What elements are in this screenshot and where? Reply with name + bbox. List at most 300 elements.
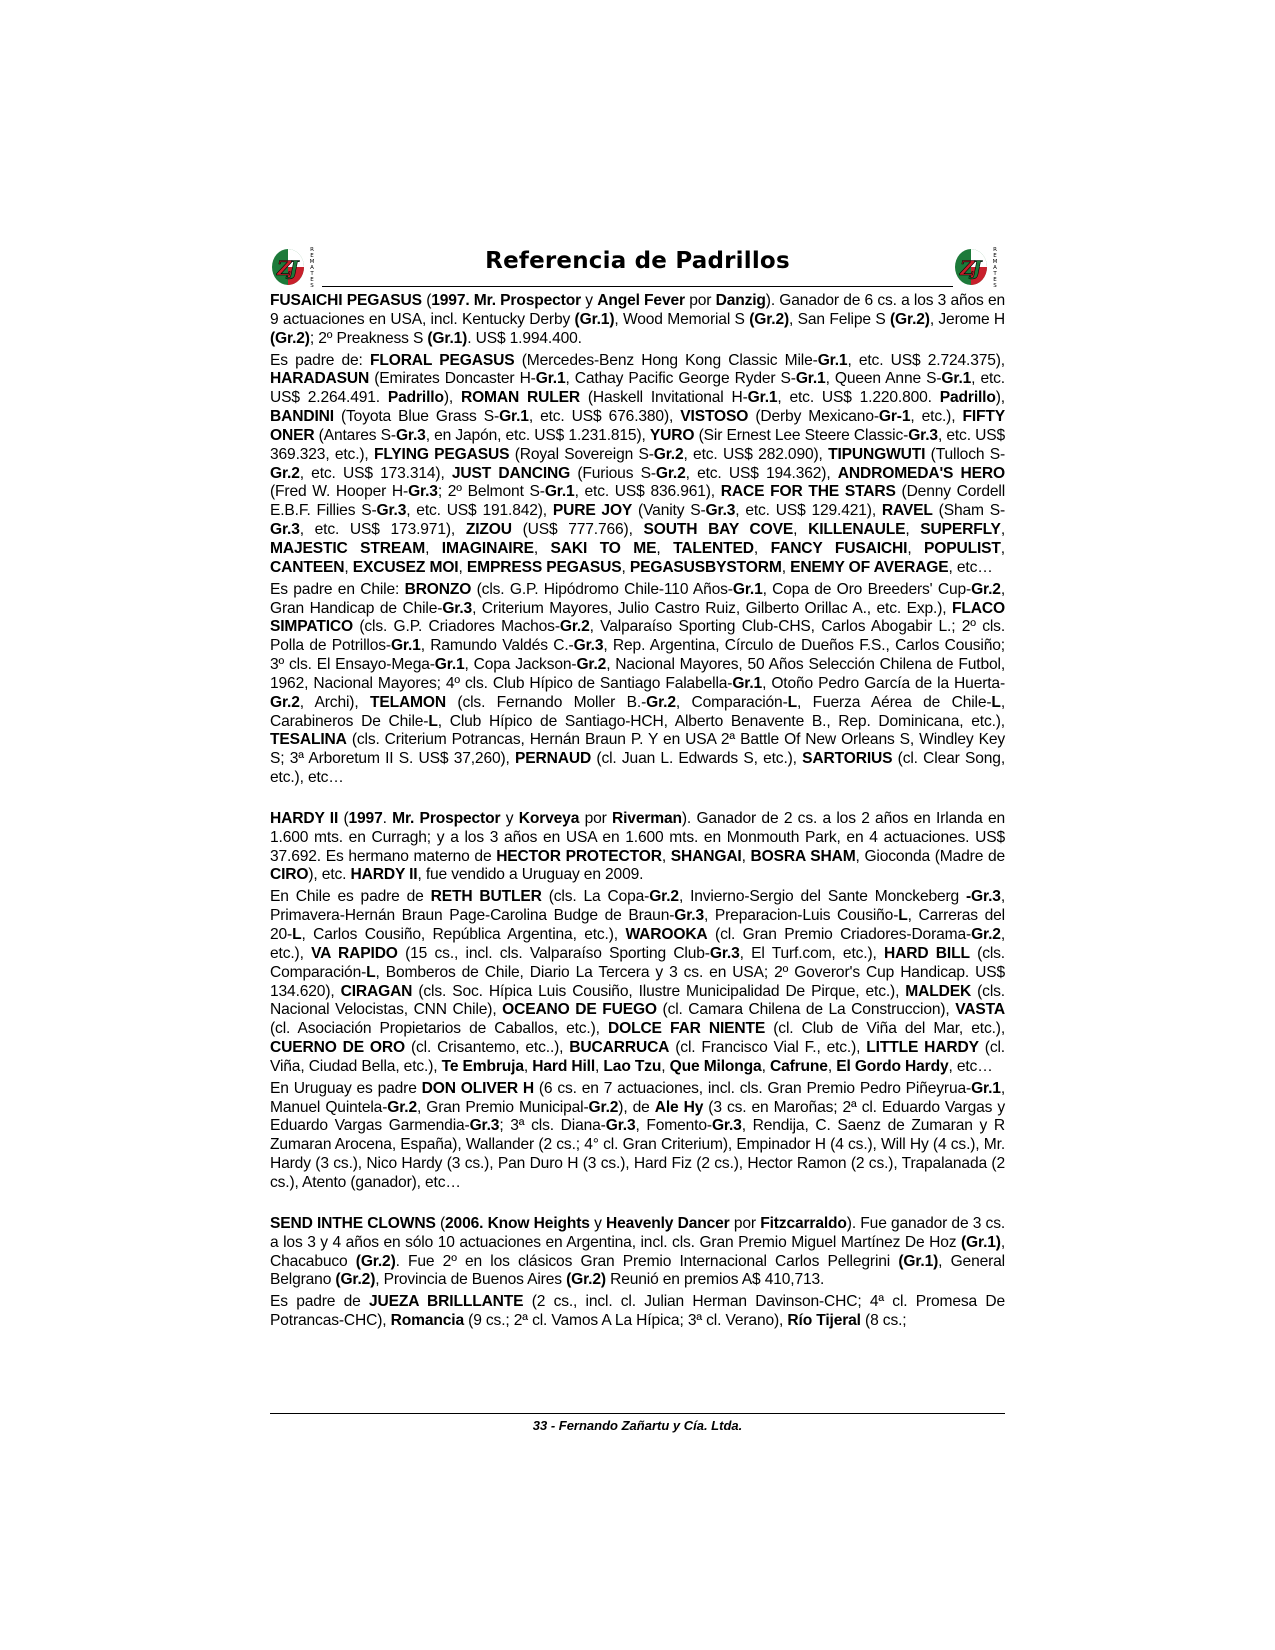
bold-name: Gr.3 (709, 944, 740, 962)
bold-name: Padrillo (939, 389, 996, 407)
bold-name: TESALINA (270, 731, 347, 749)
text-run: , Fomento- (635, 1117, 712, 1135)
bold-name: Te Embruja (441, 1057, 524, 1075)
bold-name: HECTOR PROTECTOR (496, 847, 662, 865)
bold-name: ANDROMEDA'S HERO (837, 464, 1006, 482)
text-run: , Valparaíso Sporting Club-CHS, Carlos Abogabir L.; 2º cls. Polla de Potrillos- (270, 618, 1005, 655)
text-run: Es padre de: (270, 351, 370, 369)
text-run: , (656, 539, 674, 557)
svg-text:A: A (993, 265, 997, 271)
text-run: ( (435, 1214, 446, 1232)
bold-name: Gr.2 (655, 464, 686, 482)
bold-name: FLORAL PEGASUS (369, 351, 515, 369)
bold-name: (Gr.1) (574, 310, 615, 328)
text-run: (8 cs.; (860, 1312, 907, 1330)
bold-name: Angel Fever (597, 292, 685, 309)
text-run: , (1000, 539, 1005, 557)
bold-name: (Gr.2) (566, 1271, 606, 1289)
text-run: , etc. US$ 194.362), (685, 464, 838, 482)
text-run: , Wood Memorial S (614, 310, 750, 328)
text-run: (2 cs., incl. cl. Julian Herman Davinson-CHC; 4ª cl. Promesa De Potrancas-CHC), (270, 1293, 1006, 1330)
bold-name: OCEANO DE FUEGO (502, 1001, 657, 1019)
bold-name: Riverman (612, 809, 682, 827)
bold-name: Gr.2 (387, 1098, 417, 1116)
bold-name: BUCARRUCA (569, 1039, 670, 1057)
bold-name: Hard Hill (532, 1057, 596, 1075)
svg-text:M: M (309, 259, 315, 265)
text-run: . Fue 2º en los clásicos Gran Premio Internacional Carlos Pellegrini (395, 1252, 899, 1270)
text-run: , Queen Anne S- (825, 370, 942, 388)
text-run: , (1000, 521, 1005, 539)
text-run: , etc. US$ 173.971), (299, 521, 466, 539)
svg-text:E: E (310, 253, 314, 259)
text-run: Reunió en premios A$ 410,713. (605, 1271, 825, 1289)
bold-name: (Gr.2) (355, 1252, 396, 1270)
text-run: , Rendija, C. Saenz de Zumaran y R Zumaran Arocena, España), Wallander (2 cs.; 4° cl. Gran Criterium), Empinador H (4 cs.), Will Hy (4 cs.), Mr. Hardy (3 cs.), Nico Hardy (3 cs.), Pan Duro H (3 cs.), Hard Fiz (2 cs.), Hector Ramon (2 cs.), Trapalanada (2 cs.), Atento (ganador), etc… (270, 1117, 1005, 1191)
text-run: (9 cs.; 2ª cl. Vamos A La Hípica; 3ª cl. Verano), (463, 1312, 788, 1330)
text-run: (US$ 777.766), (511, 521, 644, 539)
bold-name: Gr.3 (705, 502, 736, 520)
text-run: , etc. US$ 282.090), (683, 445, 829, 463)
zj-remates-logo (953, 244, 1005, 288)
svg-text:E: E (993, 253, 997, 259)
bold-name: Gr.1 (732, 674, 763, 692)
bold-name: HARDY II (270, 809, 339, 827)
text-run: , (781, 558, 791, 576)
bold-name: 1997 (348, 809, 383, 827)
bold-name: EMPRESS PEGASUS (466, 558, 622, 576)
text-run: (cls. Nacional Velocistas, CNN Chile), (270, 982, 1005, 1019)
text-run: , (905, 521, 921, 539)
text-run: Es padre de (270, 1293, 369, 1311)
bold-name: Gr.3 (674, 907, 705, 925)
text-run: (Vanity S- (632, 502, 706, 520)
text-run: , Preparacion-Luis Cousiño- (704, 907, 899, 925)
svg-text:S: S (993, 283, 997, 288)
bold-name: Gr.2 (270, 693, 300, 711)
text-run: , Comparación- (675, 693, 788, 711)
text-run: (Sham S- (932, 502, 1005, 520)
text-run: (Mercedes-Benz Hong Kong Classic Mile- (514, 351, 818, 369)
bold-name: PEGASUSBYSTORM (629, 558, 782, 576)
text-run: , (741, 847, 751, 865)
bold-name: YURO (649, 426, 695, 444)
svg-text:T: T (993, 271, 997, 277)
text-run: , etc. US$ 2.724.375), (847, 351, 1005, 369)
bold-name: Padrillo (387, 389, 444, 407)
bold-name: SAKI TO ME (550, 539, 657, 557)
reference-paragraph (270, 888, 1005, 1076)
bold-name: Gr.1 (732, 580, 763, 598)
text-run: ). Ganador de 6 cs. a los 3 años en 9 actuaciones en USA, incl. Kentucky Derby (270, 292, 1005, 328)
text-run: , Bomberos de Chile, Diario La Tercera y 3 cs. en USA; 2º Goveror's Cup Handicap. US$ 134.620), (270, 963, 1005, 1000)
text-run: (Toyota Blue Grass S- (333, 408, 500, 426)
text-run: (cl. Juan L. Edwards S, etc.), (591, 750, 803, 768)
text-run: y (589, 1214, 607, 1232)
text-run: , fue vendido a Uruguay en 2009. (417, 866, 644, 884)
bold-name: RAVEL (881, 502, 933, 520)
bold-name: SEND INTHE CLOWNS (270, 1214, 436, 1232)
bold-name: (Gr.1) (960, 1233, 1001, 1251)
bold-name: (Gr.2) (889, 310, 930, 328)
bold-name: CIRO (270, 866, 309, 884)
text-run: (cls. G.P. Hipódromo Chile-110 Años- (471, 580, 733, 598)
bold-name: TELAMON (369, 693, 446, 711)
bold-name: VISTOSO (680, 408, 749, 426)
bold-name: Gr.2 (588, 1098, 619, 1116)
bold-name: Gr.1 (941, 370, 972, 388)
bold-name: Cafrune (769, 1057, 828, 1075)
text-run: , Criterium Mayores, Julio Castro Ruiz, Gilberto Orillac A., etc. Exp.), (472, 599, 953, 617)
bold-name: L (787, 693, 798, 711)
stallion-references (270, 292, 1005, 1331)
text-run: En Uruguay es padre (270, 1079, 422, 1097)
text-run: (15 cs., incl. cls. Valparaíso Sporting Club- (397, 944, 710, 962)
bold-name: FLACO SIMPATICO (270, 599, 1005, 636)
text-run: Es padre en Chile: (270, 580, 405, 598)
svg-text:R: R (993, 247, 997, 253)
bold-name: PERNAUD (515, 750, 592, 768)
bold-name: BRONZO (404, 580, 472, 598)
text-run: , etc… (948, 1057, 993, 1075)
bold-name: Gr.2 (971, 580, 1001, 598)
text-run: , (344, 558, 353, 576)
bold-name: FUSAICHI PEGASUS (270, 292, 422, 309)
text-run: , Club Hípico de Santiago-HCH, Alberto Benavente B., Rep. Dominicana, etc.), (437, 712, 1005, 730)
bold-name: Gr.3 (711, 1117, 742, 1135)
text-run: ), (443, 389, 461, 407)
reference-paragraph (270, 1215, 1005, 1290)
text-run: (cl. Clear Song, etc.), etc… (270, 750, 1005, 787)
reference-paragraph (270, 581, 1005, 788)
text-run: , etc. US$ 2.264.491. (270, 370, 1005, 407)
bold-name: Gr.1 (499, 408, 529, 426)
text-run: (cls. La Copa- (541, 888, 650, 906)
text-run: ( (421, 292, 432, 309)
text-run: (Furious S- (570, 464, 656, 482)
text-run: , etc. US$ 1.220.800. (777, 389, 940, 407)
bold-name: RETH BUTLER (430, 888, 542, 906)
bold-name: CANTEEN (270, 558, 345, 576)
bold-name: FANCY FUSAICHI (770, 539, 908, 557)
bold-name: DON OLIVER H (421, 1079, 534, 1097)
zj-remates-logo (270, 244, 322, 288)
text-run: (cl. Asociación Propietarios de Caballos, etc.), (270, 1020, 608, 1038)
svg-text:Z: Z (277, 256, 292, 280)
text-run: , Fuerza Aérea de Chile- (797, 693, 992, 711)
text-run: , Primavera-Hernán Braun Page-Carolina Budge de Braun- (270, 888, 1005, 925)
bold-name: Mr. Prospector (392, 809, 501, 827)
svg-text:Z: Z (960, 256, 975, 280)
text-run: (Emirates Doncaster H- (369, 370, 536, 388)
bold-name: JUEZA BRILLLANTE (368, 1293, 524, 1311)
reference-paragraph (270, 1080, 1005, 1193)
bold-name: MALDEK (905, 982, 972, 1000)
text-run: , etc. US$ 676.380), (528, 408, 681, 426)
text-run: . (382, 809, 393, 827)
text-run: ), de (618, 1098, 655, 1116)
svg-text:J: J (972, 256, 982, 280)
text-run: (Fred W. Hooper H- (270, 483, 409, 501)
text-run: (cl. Francisco Vial F., etc.), (669, 1039, 867, 1057)
text-run: y (580, 292, 598, 309)
text-run: , (533, 539, 551, 557)
bold-name: RACE FOR THE STARS (720, 483, 896, 501)
bold-name: TALENTED (673, 539, 754, 557)
bold-name: Gr.3 (908, 426, 938, 444)
bold-name: FIFTY ONER (270, 408, 1006, 444)
bold-name: EXCUSEZ MOI (352, 558, 459, 576)
text-run: , Invierno-Sergio del Sante Monckeberg (678, 888, 967, 906)
bold-name: HARD BILL (884, 944, 970, 962)
text-run: (Royal Sovereign S- (509, 445, 654, 463)
text-run: (cl. Gran Premio Criadores-Dorama- (707, 926, 972, 943)
bold-name: Gr.1 (544, 483, 575, 501)
text-run: (Denny Cordell E.B.F. Fillies S- (270, 483, 1006, 520)
text-run: (Antares S- (314, 426, 396, 444)
bold-name: Danzig (715, 292, 766, 309)
bold-name: Gr.2 (559, 618, 590, 636)
bold-name: VA RAPIDO (311, 944, 398, 962)
text-run: (6 cs. en 7 actuaciones, incl. cls. Gran Premio Pedro Piñeyrua- (533, 1079, 972, 1097)
bold-name: (Gr.2) (335, 1271, 376, 1289)
text-run: , (458, 558, 467, 576)
bold-name: POPULIST (924, 539, 1001, 557)
bold-name: SARTORIUS (802, 750, 893, 768)
text-run: , Otoño Pedro García de la Huerta- (762, 674, 1006, 692)
text-run: (Haskell Invitational H- (579, 389, 748, 407)
text-run: . US$ 1.994.400. (467, 329, 582, 347)
text-run: , etc.), (270, 926, 1005, 962)
text-run: , Cathay Pacific George Ryder S- (565, 370, 796, 388)
text-run: , etc… (948, 558, 993, 576)
text-run: En Chile es padre de (270, 888, 431, 906)
bold-name: Lao Tzu (603, 1057, 662, 1075)
text-run: , Rep. Argentina, Círculo de Dueños F.S., Carlos Cousiño; 3º cls. El Ensayo-Mega- (270, 637, 1005, 674)
reference-paragraph (270, 810, 1005, 885)
bold-name: Gr.1 (971, 1079, 1001, 1097)
text-run: , Nacional Mayores, 50 Años Selección Chilena de Futbol, 1962, Nacional Mayores; 4º cls. Club Hípico de Santiago Falabella- (270, 656, 1005, 692)
text-run: ( (338, 809, 349, 827)
text-run: ). Fue ganador de 3 cs. a los 3 y 4 años en sólo 10 actuaciones en Argentina, incl. cls. Gran Premio Miguel Martínez De Hoz (270, 1214, 1006, 1251)
bold-name: (Gr.2) (270, 329, 310, 347)
text-run: ), etc. (308, 866, 351, 884)
text-run: , en Japón, etc. US$ 1.231.815), (425, 426, 650, 444)
text-run: , (523, 1057, 533, 1075)
bold-name: Gr.1 (535, 370, 566, 388)
bold-name: HARADASUN (270, 370, 370, 388)
text-run: , Gran Premio Municipal- (417, 1098, 589, 1116)
svg-text:T: T (310, 271, 314, 277)
bold-name: TIPUNGWUTI (828, 445, 926, 463)
text-run: , Gioconda (Madre de (855, 847, 1005, 865)
bold-name: L (292, 926, 302, 943)
text-run: , Carabineros De Chile- (270, 693, 1005, 730)
bold-name: (Gr.2) (749, 310, 790, 328)
bold-name: Ale Hy (654, 1098, 704, 1116)
bold-name: LITTLE HARDY (866, 1039, 979, 1057)
text-run: , Manuel Quintela- (270, 1079, 1005, 1116)
bold-name: SUPERFLY (920, 521, 1001, 539)
bold-name: Korveya (518, 809, 580, 827)
bold-name: JUST DANCING (451, 464, 571, 482)
text-run: (cls. Soc. Hípica Luis Cousiño, Ilustre Municipalidad De Pirque, etc.), (412, 982, 906, 1000)
bold-name: BANDINI (270, 408, 334, 426)
bold-name: 1997. Mr. Prospector (431, 292, 581, 309)
bold-name: Gr.3 (408, 483, 438, 501)
bold-name: DOLCE FAR NIENTE (607, 1020, 766, 1038)
text-run: ). Ganador de 2 cs. a los 2 años en Irlanda en 1.600 mts. en Curragh; y a los 3 años en USA en 1.600 mts. en Monmouth Park, en 4 actuaciones. US$ 37.692. Es hermano materno de (270, 809, 1006, 865)
text-run: (Tulloch S- (925, 445, 1006, 463)
text-run: , etc. US$ 191.842), (406, 502, 553, 520)
bold-name: Gr.1 (817, 351, 848, 369)
svg-text:E: E (310, 277, 314, 283)
bold-name: Gr.2 (653, 445, 684, 463)
bold-name: Heavenly Dancer (606, 1214, 730, 1232)
text-run: , (621, 558, 630, 576)
bold-name: WAROOKA (625, 926, 708, 943)
bold-name: Gr.3 (442, 599, 473, 617)
text-run: por (684, 292, 716, 309)
footer-rule (270, 1413, 1005, 1414)
bold-name: (Gr.1) (427, 329, 468, 347)
text-run: (Derby Mexicano- (748, 408, 879, 426)
svg-text:J: J (289, 256, 299, 280)
bold-name: KILLENAULE (808, 521, 906, 539)
text-run: (cls. Fernando Moller B.- (445, 693, 647, 711)
text-run: , (595, 1057, 604, 1075)
text-run: (cl. Camara Chilena de La Construccion), (656, 1001, 956, 1019)
bold-name: CUERNO DE ORO (270, 1039, 405, 1057)
text-run: ; 2º Belmont S- (437, 483, 545, 501)
text-run: ), (995, 389, 1005, 407)
bold-name: Romancia (390, 1312, 464, 1330)
reference-paragraph (270, 1293, 1005, 1331)
text-run: (cls. G.P. Criadores Machos- (352, 618, 560, 636)
bold-name: Río Tijeral (787, 1312, 861, 1330)
text-run: , etc. US$ 129.421), (735, 502, 882, 520)
bold-name: Gr.3 (395, 426, 426, 444)
svg-text:R: R (310, 247, 314, 253)
bold-name: L (428, 712, 438, 730)
page-header (270, 244, 1005, 286)
text-run: , Ramundo Valdés C.- (420, 637, 574, 655)
text-run: , Gran Handicap de Chile- (270, 580, 1005, 617)
svg-text:A: A (310, 265, 314, 271)
bold-name: ENEMY OF AVERAGE (790, 558, 949, 576)
bold-name: El Gordo Hardy (836, 1057, 949, 1075)
bold-name: Gr.2 (270, 464, 300, 482)
bold-name: SHANGAI (670, 847, 742, 865)
bold-name: PURE JOY (552, 502, 633, 520)
text-run: , (827, 1057, 837, 1075)
text-run: , etc. US$ 836.961), (574, 483, 721, 501)
text-run: , Provincia de Buenos Aires (375, 1271, 567, 1289)
bold-name: Gr.2 (646, 693, 676, 711)
text-run: , Copa Jackson- (464, 656, 577, 674)
text-run: ; 2º Preakness S (309, 329, 428, 347)
bold-name: ROMAN RULER (460, 389, 580, 407)
reference-paragraph (270, 292, 1005, 349)
text-run: , (793, 521, 809, 539)
text-run: , Jerome H (929, 310, 1006, 328)
page-title: Referencia de Padrillos (485, 248, 790, 274)
bold-name: VASTA (955, 1001, 1006, 1019)
text-run: , San Felipe S (789, 310, 890, 328)
bold-name: Gr.1 (747, 389, 778, 407)
text-run: (cl. Viña, Ciudad Bella, etc.), (270, 1039, 1005, 1075)
bold-name: Gr.2 (649, 888, 679, 906)
bold-name: L (898, 907, 908, 925)
bold-name: Gr-1 (878, 408, 911, 426)
bold-name: Gr.1 (795, 370, 826, 388)
text-run: , Carreras del 20- (270, 907, 1005, 943)
bold-name: (Gr.1) (898, 1252, 939, 1270)
bold-name: Gr.3 (573, 637, 604, 655)
text-run: (3 cs. en Maroñas; 2ª cl. Eduardo Vargas y Eduardo Vargas Garmendia- (270, 1098, 1005, 1135)
header-rule (322, 286, 953, 287)
page-footer: 33 - Fernando Zañartu y Cía. Ltda. (532, 1418, 743, 1433)
bold-name: Gr.2 (576, 656, 607, 674)
text-run: , Archi), (299, 693, 370, 711)
text-run: , General Belgrano (270, 1252, 1005, 1289)
svg-text:M: M (992, 259, 998, 265)
bold-name: CIRAGAN (340, 982, 413, 1000)
reference-paragraph (270, 352, 1005, 578)
text-run: (cls. Comparación- (270, 944, 1005, 981)
page-content (270, 244, 1005, 1334)
bold-name: Gr.2 (971, 926, 1001, 943)
bold-name: Gr.3 (469, 1117, 500, 1135)
text-run: , etc. US$ 369.323, etc.), (270, 426, 1005, 463)
bold-name: SOUTH BAY COVE (643, 521, 794, 539)
text-run: , (661, 1057, 670, 1075)
bold-name: -Gr.3 (966, 888, 1001, 906)
text-run: , (661, 847, 671, 865)
bold-name: L (991, 693, 1001, 711)
bold-name: Gr.1 (390, 637, 421, 655)
bold-name: Gr.3 (376, 502, 407, 520)
text-run: , Carlos Cousiño, República Argentina, etc.), (301, 926, 626, 943)
bold-name: Gr.1 (434, 656, 465, 674)
text-run: (cl. Club de Viña del Mar, etc.), (765, 1020, 1006, 1038)
text-run: , El Turf.com, etc.), (739, 944, 885, 962)
bold-name: Gr.3 (270, 521, 300, 539)
svg-text:E: E (993, 277, 997, 283)
text-run: , etc.), (910, 408, 963, 426)
bold-name: IMAGINAIRE (441, 539, 534, 557)
text-run: y (500, 809, 519, 827)
bold-name: ZIZOU (465, 521, 512, 539)
bold-name: Fitzcarraldo (760, 1214, 847, 1232)
bold-name: L (366, 963, 376, 981)
text-run: , (753, 539, 771, 557)
text-run: , Chacabuco (270, 1233, 1005, 1270)
text-run: , etc. US$ 173.314), (299, 464, 452, 482)
bold-name: MAJESTIC STREAM (270, 539, 426, 557)
text-run: por (729, 1214, 761, 1232)
bold-name: 2006. Know Heights (445, 1214, 590, 1232)
svg-text:S: S (310, 283, 314, 288)
text-run: ; 3ª cls. Diana- (499, 1117, 606, 1135)
text-run: , (761, 1057, 770, 1075)
text-run: (cl. Crisantemo, etc..), (405, 1039, 570, 1057)
bold-name: BOSRA SHAM (750, 847, 856, 865)
bold-name: Gr.3 (605, 1117, 636, 1135)
bold-name: HARDY II (350, 866, 418, 884)
bold-name: FLYING PEGASUS (373, 445, 510, 463)
text-run: , (907, 539, 925, 557)
